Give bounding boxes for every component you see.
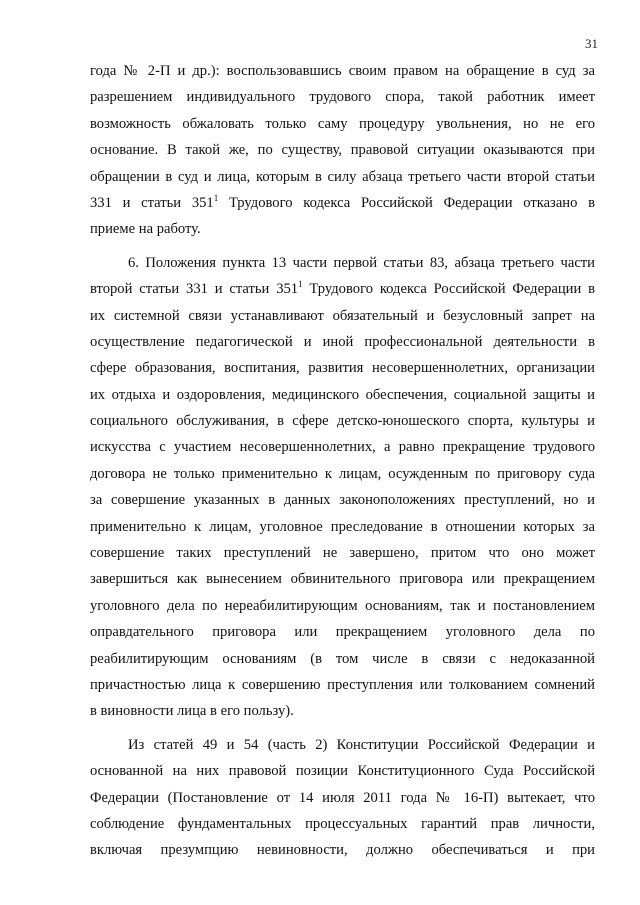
text-line: оправдательного приговора или прекращением уголовного дела по <box>90 624 595 641</box>
text-line: социального обслуживания, в сфере детско-юношеского спорта, культуры и <box>90 413 595 430</box>
text-line: уголовного дела по нереабилитирующим основаниям, так и постановлением <box>90 597 595 614</box>
text-line: совершение таких преступлений не завершено, притом что оно может <box>90 545 595 562</box>
text-line: применительно к лицам, уголовное преследование в отношении которых за <box>90 518 595 535</box>
text-line: завершиться как вынесением обвинительного приговора или прекращением <box>90 571 595 588</box>
text-line: за совершение указанных в данных законоположениях преступлений, но и <box>90 492 595 509</box>
text-line: сфере образования, воспитания, развития несовершеннолетних, организации <box>90 360 595 377</box>
text-line: Из статей 49 и 54 (часть 2) Конституции Российской Федерации и <box>128 736 595 753</box>
text-segment: Трудового кодекса Российской Федерации в <box>302 281 595 298</box>
text-line: соблюдение фундаментальных процессуальных гарантий прав личности, <box>90 815 595 832</box>
text-line: обращении в суд и лица, которым в силу абзаца третьего части второй статьи <box>90 168 595 185</box>
text-line <box>90 276 595 302</box>
text-segment: второй статьи 331 и статьи 351 <box>90 281 299 298</box>
text-line: разрешением индивидуального трудового спора, такой работник имеет <box>90 89 595 106</box>
text-segment: Трудового кодекса Российской Федерации отказано в <box>218 194 595 211</box>
text-line: включая презумпцию невиновности, должно обеспечиваться и при <box>90 842 595 859</box>
text-line: их отдыха и оздоровления, медицинского обеспечения, социальной защиты и <box>90 386 595 403</box>
page-number: 31 <box>585 36 598 51</box>
text-line: договора не только применительно к лицам, осужденным по приговору суда <box>90 465 595 482</box>
paragraph <box>90 732 595 864</box>
text-line: Федерации (Постановление от 14 июля 2011 года № 16-П) вытекает, что <box>90 789 595 806</box>
text-line <box>90 190 595 216</box>
text-line: осуществление педагогической и иной профессиональной деятельности в <box>90 333 595 350</box>
text-line: основание. В такой же, по существу, правовой ситуации оказываются при <box>90 142 595 159</box>
superscript: 1 <box>213 192 219 203</box>
text-line: 6. Положения пункта 13 части первой статьи 83, абзаца третьего части <box>128 254 595 271</box>
body-text <box>90 58 595 864</box>
paragraph <box>90 58 595 243</box>
text-line: года № 2-П и др.): воспользовавшись своим правом на обращение в суд за <box>90 63 595 79</box>
paragraph <box>90 250 595 725</box>
text-line: приеме на работу. <box>90 221 201 238</box>
text-line: искусства с участием несовершеннолетних, а равно прекращение трудового <box>90 439 595 456</box>
superscript: 1 <box>298 279 303 290</box>
text-segment: 331 и статьи 351 <box>90 194 214 211</box>
text-line: причастностью лица к совершению преступления или толкованием сомнений <box>90 676 595 693</box>
text-line: основанной на них правовой позиции Конституционного Суда Российской <box>90 763 595 780</box>
text-line: реабилитирующим основаниям (в том числе в связи с недоказанной <box>90 650 595 667</box>
text-line: в виновности лица в его пользу). <box>90 703 294 720</box>
text-line: их системной связи устанавливают обязательный и безусловный запрет на <box>90 307 595 324</box>
text-line: возможность обжаловать только саму процедуру увольнения, но не его <box>90 115 595 132</box>
